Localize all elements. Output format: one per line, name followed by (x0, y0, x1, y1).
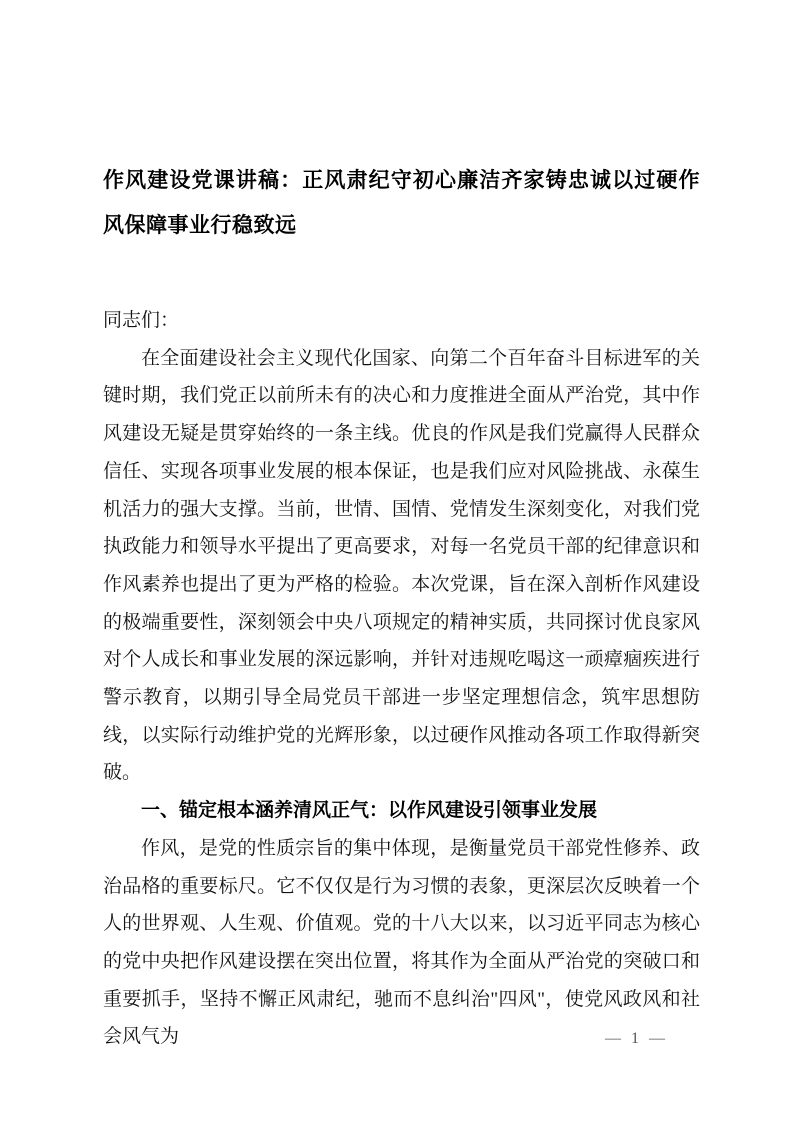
intro-paragraph: 在全面建设社会主义现代化国家、向第二个百年奋斗目标进军的关键时期，我们党正以前所未有的决心和力度推进全面从严治党，其中作风建设无疑是贯穿始终的一条主线。优良的作风是我们党赢得人民群众信任、实现各项事业发展的根本保证，也是我们应对风险挑战、永葆生机活力的强大支撑。当前，世情、国情、党情发生深刻变化，对我们党执政能力和领导水平提出了更高要求，对每一名党员干部的纪律意识和作风素养也提出了更为严格的检验。本次党课，旨在深入剖析作风建设的极端重要性，深刻领会中央八项规定的精神实质，共同探讨优良家风对个人成长和事业发展的深远影响，并针对违规吃喝这一顽瘴痼疾进行警示教育，以期引导全局党员干部进一步坚定理想信念，筑牢思想防线，以实际行动维护党的光辉形象，以过硬作风推动各项工作取得新突破。 (103, 347, 700, 784)
salutation-line: 同志们： (103, 310, 180, 331)
document-title: 作风建设党课讲稿：正风肃纪守初心廉洁齐家铸忠诚以过硬作风保障事业行稳致远 (103, 169, 700, 237)
page-number: — 1 — (605, 1030, 668, 1047)
section-1-heading: 一、锚定根本涵养清风正气：以作风建设引领事业发展 (141, 800, 598, 822)
document-body (103, 302, 700, 1056)
section-1-paragraph: 作风，是党的性质宗旨的集中体现，是衡量党员干部党性修养、政治品格的重要标尺。它不仅仅是行为习惯的表象，更深层次反映着一个人的世界观、人生观、价值观。党的十八大以来，以习近平同志为核心的党中央把作风建设摆在突出位置，将其作为全面从严治党的突破口和重要抓手，坚持不懈正风肃纪，驰而不息纠治"四风"，使党风政风和社会风气为 (103, 837, 700, 1048)
page-footer (0, 1030, 668, 1048)
